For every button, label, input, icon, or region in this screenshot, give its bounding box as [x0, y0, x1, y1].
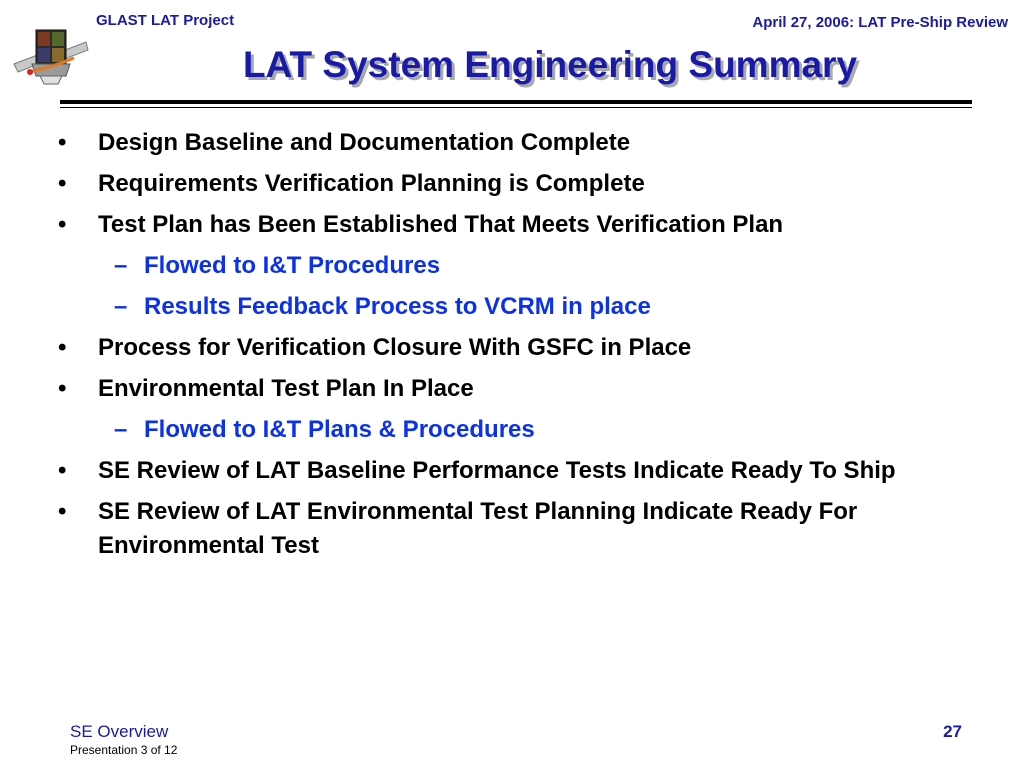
- bullet-marker: •: [58, 211, 67, 238]
- bullet-item: [58, 208, 958, 242]
- bullet-item: [58, 167, 958, 201]
- bullet-text: Environmental Test Plan In Place: [98, 375, 474, 402]
- bullet-item: [58, 372, 958, 406]
- review-label: April 27, 2006: LAT Pre-Ship Review: [752, 14, 1008, 31]
- bullet-item: [58, 126, 958, 160]
- bullet-text: Design Baseline and Documentation Complete: [98, 129, 631, 156]
- bullet-list: [58, 126, 958, 570]
- bullet-text: SE Review of LAT Baseline Performance Tests Indicate Ready To Ship: [98, 457, 896, 484]
- footer-section-title: SE Overview: [70, 722, 169, 741]
- sub-bullet-marker: –: [114, 416, 128, 443]
- page-number: 27: [943, 722, 962, 741]
- bullet-text: Process for Verification Closure With GSFC in Place: [98, 334, 692, 361]
- sub-bullet-item: [58, 290, 958, 324]
- sub-bullet-text: Flowed to I&T Plans & Procedures: [144, 416, 535, 443]
- project-name: GLAST LAT Project: [96, 12, 235, 29]
- bullet-item: [58, 331, 958, 365]
- bullet-text: Requirements Verification Planning is Complete: [98, 170, 645, 197]
- bullet-marker: •: [58, 170, 67, 197]
- sub-bullet-item: [58, 249, 958, 283]
- bullet-marker: •: [58, 498, 67, 525]
- bullet-item: [58, 495, 958, 563]
- sub-bullet-text: Flowed to I&T Procedures: [144, 252, 441, 279]
- bullet-marker: •: [58, 334, 67, 361]
- bullet-item: [58, 454, 958, 488]
- sub-bullet-text: Results Feedback Process to VCRM in place: [144, 293, 651, 320]
- bullet-marker: •: [58, 457, 67, 484]
- sub-bullet-marker: –: [114, 252, 128, 279]
- bullet-marker: •: [58, 375, 67, 402]
- title-divider-thick: [60, 100, 972, 104]
- bullet-text: SE Review of LAT Environmental Test Planning Indicate Ready For Environmental Test: [98, 498, 858, 559]
- sub-bullet-marker: –: [114, 293, 128, 320]
- bullet-text: Test Plan has Been Established That Meets Verification Plan: [98, 211, 784, 238]
- sub-bullet-item: [58, 413, 958, 447]
- bullet-marker: •: [58, 129, 67, 156]
- footer-presentation-count: Presentation 3 of 12: [70, 743, 178, 757]
- slide-title: LAT System Engineering Summary: [242, 44, 858, 85]
- title-divider-thin: [60, 107, 972, 108]
